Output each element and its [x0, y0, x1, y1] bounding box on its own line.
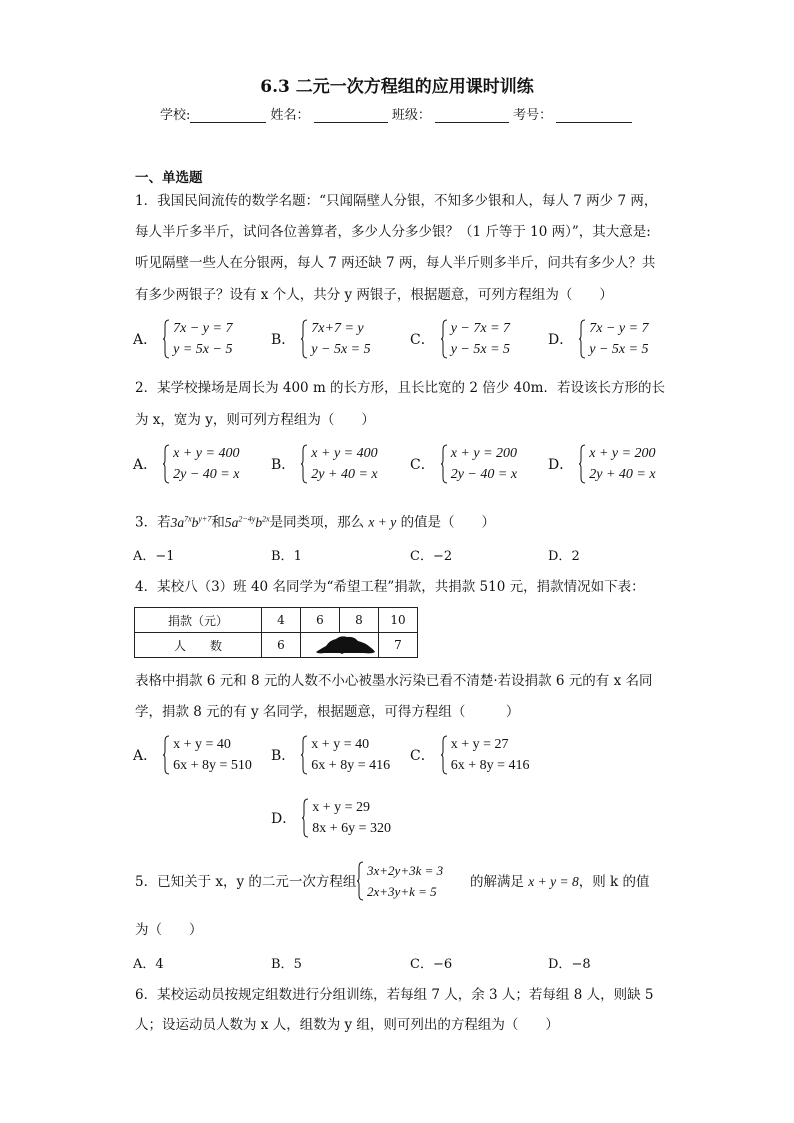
equation: 2y − 40 = x [173, 467, 240, 482]
brace-icon [301, 444, 308, 484]
brace-icon [579, 444, 586, 484]
q5-condition: x + y = 8 [528, 874, 579, 889]
q3-term2: 5a [224, 514, 239, 530]
table-cell: 捐款（元） [135, 608, 262, 633]
equation: 7x+7 = y [311, 321, 364, 336]
table-cell: 8 [340, 608, 379, 633]
equation: x + y = 400 [311, 446, 378, 461]
equation: 8x + 6y = 320 [312, 821, 392, 836]
q3-suffix: 是同类项，那么 [269, 514, 365, 531]
page-title: 6.3 二元一次方程组的应用课时训练 [260, 77, 534, 97]
option-label: A． [133, 549, 156, 564]
option-label: A． [133, 332, 158, 348]
section-heading: 一、单选题 [135, 170, 203, 186]
q3-exp1a: 7x [184, 514, 192, 523]
q1-option-b[interactable] [271, 318, 371, 360]
option-label: B． [271, 748, 296, 764]
q5-mid: 的解满足 [470, 874, 524, 890]
brace-icon [163, 735, 170, 775]
option-value: 5 [293, 957, 302, 972]
equation: 2y + 40 = x [589, 467, 656, 482]
option-label: A． [133, 748, 158, 764]
q1-option-a[interactable] [133, 318, 232, 360]
q3-option-d[interactable] [548, 545, 580, 564]
equation: y − 5x = 5 [311, 342, 371, 357]
q6-line1: 6．某校运动员按规定组数进行分组训练，若每组 7 人，余 3 人；若每组 8 人，则缺 5 [135, 987, 654, 1003]
brace-icon [441, 735, 448, 775]
equation: y − 5x = 5 [589, 342, 649, 357]
name-blank[interactable] [314, 108, 388, 123]
q1-option-d[interactable] [548, 318, 649, 360]
option-value: −6 [432, 957, 453, 972]
option-value: −2 [432, 549, 453, 564]
q2-line2: 为 x，宽为 y，则可列方程组为（ ） [135, 412, 375, 428]
brace-icon [357, 861, 364, 901]
q5-prefix: 5．已知关于 x，y 的二元一次方程组 [135, 874, 357, 890]
q2-option-d[interactable] [548, 443, 656, 485]
q4-option-a[interactable] [133, 734, 252, 776]
q3-term1: 3a [170, 514, 185, 530]
school-blank[interactable] [190, 108, 266, 123]
option-value: −8 [571, 957, 591, 972]
table-cell: 6 [262, 633, 301, 658]
q3-line [135, 509, 495, 533]
q3-exp1b: y+7 [198, 514, 212, 523]
equation: x + y = 40 [173, 737, 231, 752]
equation: 2y − 40 = x [450, 467, 518, 482]
option-label: D． [271, 811, 297, 827]
table-cell: 4 [262, 608, 301, 633]
brace-icon [302, 798, 309, 838]
equation: 7x − y = 7 [173, 321, 233, 336]
brace-icon [301, 735, 308, 775]
q1-line3: 听见隔壁一些人在分银两，每人 7 两还缺 7 两，每人半斤则多半斤，问共有多少人？共 [135, 255, 656, 271]
q3-exp2b: 2x [262, 514, 270, 523]
exam-no-label: 考号： [513, 108, 553, 123]
q3-and: 和 [211, 514, 225, 531]
option-label: D． [548, 332, 574, 348]
option-value: 1 [293, 549, 302, 564]
q3-exp2a: 2−4y [238, 514, 256, 523]
table-row [135, 608, 418, 633]
q2-option-b[interactable] [271, 443, 378, 485]
q3-tail: 的值是（ ） [400, 514, 496, 531]
q4-option-d[interactable] [271, 797, 391, 839]
option-label: D． [548, 549, 572, 564]
equation: x + y = 29 [312, 800, 371, 815]
equation: y = 5x − 5 [173, 342, 233, 357]
brace-icon [441, 319, 448, 359]
q2-line1: 2．某学校操场是周长为 400 m 的长方形，且长比宽的 2 倍少 40m．若设该长方形的长 [135, 380, 665, 396]
option-value: −1 [155, 549, 175, 564]
option-label: C． [410, 549, 433, 564]
q4-option-b[interactable] [271, 734, 390, 776]
q3-option-a[interactable] [133, 545, 175, 564]
equation: 6x + 8y = 416 [311, 758, 391, 773]
option-label: C． [410, 457, 435, 473]
q3-option-c[interactable] [410, 545, 452, 564]
equation: y − 5x = 5 [450, 342, 511, 357]
table-cell: 人 数 [135, 633, 262, 658]
student-info-line [160, 104, 632, 123]
equation: 6x + 8y = 416 [450, 758, 530, 773]
equation: 2x+3y+k = 5 [367, 884, 437, 899]
brace-icon [163, 319, 170, 359]
option-label: B． [271, 332, 296, 348]
name-label: 姓名： [270, 108, 310, 123]
equation: y − 7x = 7 [450, 321, 511, 336]
equation: 7x − y = 7 [589, 321, 649, 336]
option-label: C． [410, 332, 435, 348]
q3-term1b: b [191, 514, 199, 530]
option-label: D． [548, 457, 574, 473]
equation: x + y = 200 [589, 446, 656, 461]
option-value: 4 [155, 957, 164, 972]
option-label: B． [271, 549, 294, 564]
equation: 2y + 40 = x [311, 467, 378, 482]
q1-option-c[interactable] [410, 318, 510, 360]
school-label: 学校: [160, 108, 191, 123]
q1-line4: 有多少两银子？设有 x 个人，共分 y 两银子，根据题意，可列方程组为（ ） [135, 287, 613, 303]
option-label: C． [410, 957, 433, 972]
q5-tail [470, 872, 650, 892]
q3-prefix: 3．若 [135, 514, 171, 531]
table-cell: 10 [379, 608, 418, 633]
q1-line2: 每人半斤多半斤，试问各位善算者，多少人分多少银？（1 斤等于 10 两）”，其大意是: [135, 224, 651, 240]
q6-line2: 人；设运动员人数为 x 人，组数为 y 组，则可列出的方程组为（ ） [135, 1017, 559, 1033]
q3-option-b[interactable] [271, 545, 302, 564]
q3-expr: x + y [368, 514, 397, 530]
q4-line1: 4．某校八（3）班 40 名同学为“希望工程”捐款，共捐款 510 元，捐款情况如下表： [135, 579, 645, 595]
q5-tail-text: ，则 k 的值 [578, 874, 650, 890]
q4-option-c[interactable] [410, 734, 530, 776]
class-blank[interactable] [435, 108, 509, 123]
equation: 6x + 8y = 510 [173, 758, 252, 773]
exam-no-blank[interactable] [556, 108, 632, 123]
q5-option-d[interactable] [548, 953, 591, 972]
brace-icon [163, 444, 170, 484]
q5-system [357, 860, 443, 902]
equation: x + y = 200 [450, 446, 518, 461]
q2-option-c[interactable] [410, 443, 517, 485]
table-cell: 7 [379, 633, 418, 658]
option-label: C． [410, 748, 435, 764]
q5-option-a[interactable] [133, 953, 164, 972]
ink-blot-icon [314, 634, 376, 654]
brace-icon [579, 319, 586, 359]
class-label: 班级： [391, 108, 431, 123]
option-label: D． [548, 957, 572, 972]
equation: 3x+2y+3k = 3 [367, 863, 444, 878]
equation: x + y = 400 [173, 446, 240, 461]
equation: x + y = 40 [311, 737, 370, 752]
q2-option-a[interactable] [133, 443, 239, 485]
q5-option-c[interactable] [410, 953, 452, 972]
q1-line1: 1．我国民间流传的数学名题：“只闻隔壁人分银，不知多少银和人，每人 7 两少 7 两， [135, 193, 658, 209]
q5-option-b[interactable] [271, 953, 302, 972]
equation: x + y = 27 [450, 737, 509, 752]
option-label: B． [271, 957, 294, 972]
q4-line3: 学，捐款 8 元的有 y 名同学，根据题意，可得方程组（ ） [135, 704, 520, 720]
option-value: 2 [571, 549, 580, 564]
option-label: B． [271, 457, 296, 473]
option-label: A． [133, 457, 158, 473]
option-label: A． [133, 957, 156, 972]
brace-icon [301, 319, 308, 359]
brace-icon [441, 444, 448, 484]
q5-line2: 为（ ） [135, 922, 203, 938]
q4-line2: 表格中捐款 6 元和 8 元的人数不小心被墨水污染已看不清楚·若设捐款 6 元的有 x 名同 [135, 673, 653, 689]
table-cell: 6 [301, 608, 340, 633]
q3-term2b: b [255, 514, 263, 530]
